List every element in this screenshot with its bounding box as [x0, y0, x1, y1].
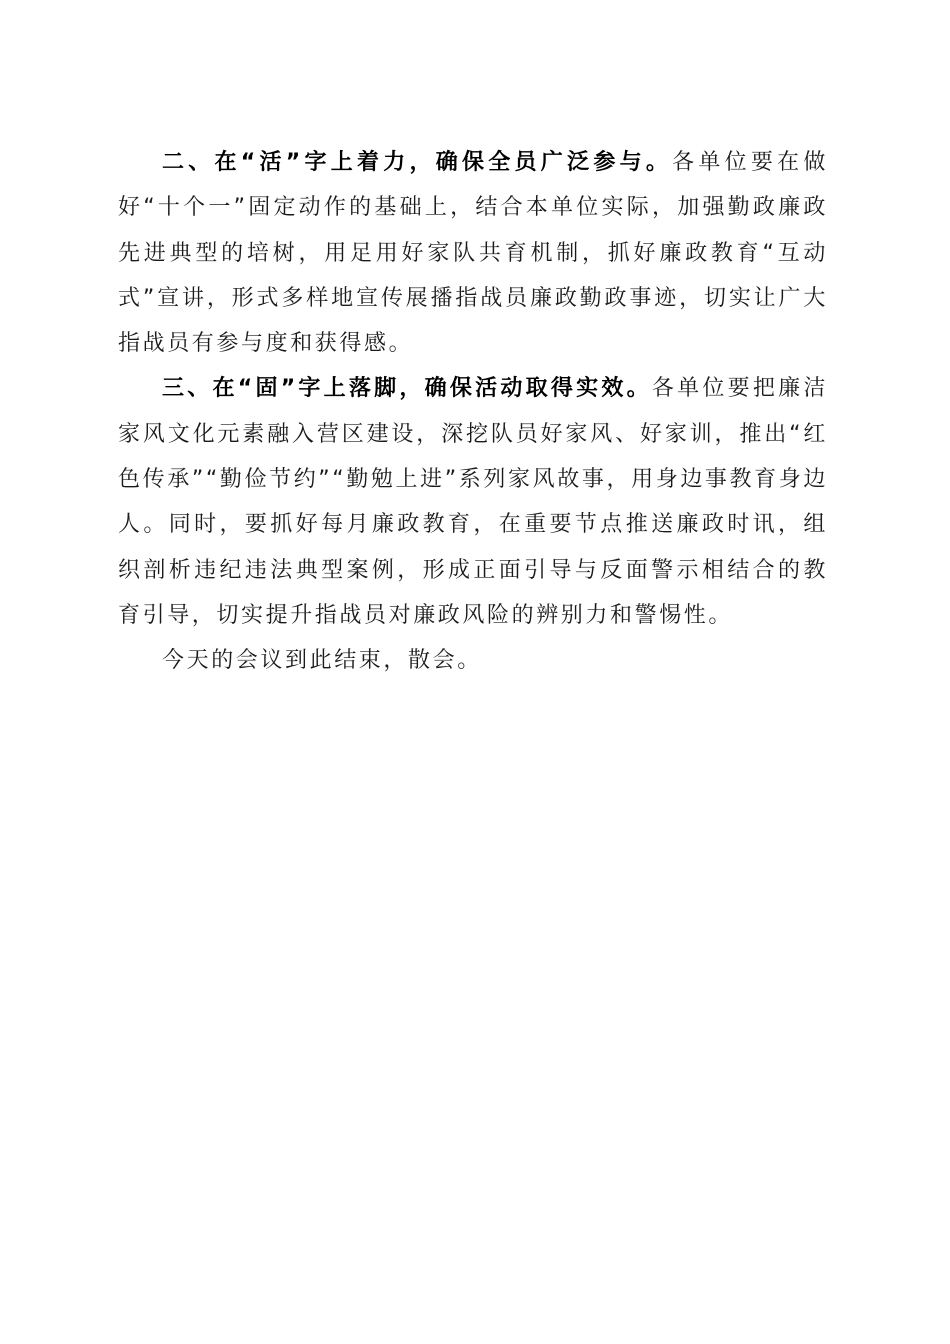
closing-text: 今天的会议到此结束，散会。: [162, 648, 482, 674]
closing-paragraph: [118, 638, 828, 683]
paragraph-three-text: 各单位要把廉洁家风文化元素融入营区建设，深挖队员好家风、好家训，推出“红色传承”“勤俭节约”“勤勉上进”系列家风故事，用身边事教育身边人。同时，要抓好每月廉政教育，在重要节点推送廉政时讯，组织剖析违纪违法典型案例，形成正面引导与反面警示相结合的教育引导，切实提升指战员对廉政风险的辨别力和警惕性。: [118, 376, 829, 628]
paragraph-two-heading: 二、在“活”字上着力，确保全员广泛参与。: [162, 150, 673, 175]
paragraph-three: [118, 366, 828, 638]
paragraph-two-text: 各单位要在做好“十个一”固定动作的基础上，结合本单位实际，加强勤政廉政先进典型的培树，用足用好家队共育机制，抓好廉政教育“互动式”宣讲，形式多样地宣传展播指战员廉政勤政事迹，切实让广大指战员有参与度和获得感。: [118, 150, 829, 357]
document-body: [118, 140, 828, 684]
paragraph-three-heading: 三、在“固”字上落脚，确保活动取得实效。: [162, 376, 652, 402]
paragraph-two: [118, 140, 828, 366]
